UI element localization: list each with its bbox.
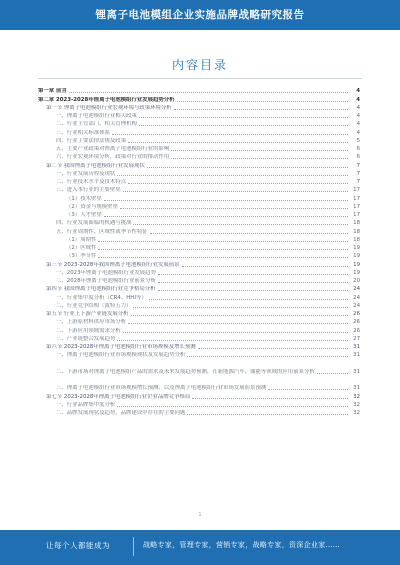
toc-entry-page: 4	[356, 121, 360, 128]
toc-leader-dots	[98, 257, 348, 258]
toc-entry-page: 17	[353, 187, 360, 194]
toc-leader-dots	[128, 183, 348, 184]
toc-entry-page: 4	[356, 129, 360, 136]
toc-leader-dots	[104, 200, 348, 201]
toc-entry[interactable]	[38, 391, 360, 399]
toc-entry-page: 32	[353, 401, 360, 408]
toc-leader-dots	[112, 134, 348, 135]
toc-entry[interactable]	[38, 235, 360, 243]
toc-entry-title: 第一节 锂离子电池模组行业宏观环境与政策环境分析	[46, 104, 172, 111]
toc-entry[interactable]	[38, 177, 360, 185]
toc-entry[interactable]	[38, 103, 360, 111]
toc-entry-title: 第七节 2023-2028年锂离子电池模组行业企业品牌竞争格局	[46, 393, 191, 400]
toc-entry-page: 26	[353, 319, 360, 326]
toc-entry-page: 31	[353, 368, 360, 375]
toc-entry[interactable]	[38, 375, 360, 392]
toc-leader-dots	[139, 117, 348, 118]
page-number: 1	[198, 512, 202, 518]
toc-entry-title: 五、主要产业政策对锂离子电池模组行业的影响	[56, 146, 170, 152]
toc-leader-dots	[198, 348, 348, 349]
toc-leader-dots	[171, 150, 348, 151]
toc-entry-page: 19	[353, 253, 360, 260]
toc-leader-dots	[69, 92, 348, 93]
toc-entry[interactable]	[38, 243, 360, 251]
toc-entry-title: 三、行业相关标准体系	[56, 129, 110, 136]
toc-leader-dots	[158, 290, 348, 291]
toc-entry-page: 24	[353, 302, 360, 309]
toc-entry-title: 第三节 2023-2028年我国锂离子电池模组行业发展前景	[46, 261, 180, 268]
toc-entry[interactable]	[38, 144, 360, 152]
toc-entry-title: 二、品牌发展现状及趋势，品牌建设中存在的主要问题	[56, 410, 186, 416]
toc-entry-title: 第五节 行业上下游产业链发展分析	[46, 311, 129, 317]
toc-entry-page: 6	[356, 154, 360, 161]
toc-entry-title: 第六节 2023-2028年锂离子电池模组行业市场规模及增长预测	[46, 344, 196, 350]
toc-entry-title: 四、行业主要法律法规及政策	[56, 137, 127, 144]
toc-entry-title: 一、行业集中度分析（CR4、HHI等）	[56, 294, 147, 301]
toc-entry-page: 4	[356, 96, 360, 103]
toc-entry[interactable]	[38, 160, 360, 168]
toc-entry-title: 一、2023年锂离子电池模组行业发展趋势	[56, 269, 156, 276]
toc-entry-title: （1）周期性	[66, 236, 97, 243]
toc-entry[interactable]	[38, 86, 360, 94]
toc-leader-dots	[104, 216, 348, 217]
toc-entry-page: 5	[356, 137, 360, 144]
toc-entry-page: 19	[353, 269, 360, 276]
toc-entry-title: 第四节 我国锂离子电池模组行业竞争格局分析	[46, 286, 156, 293]
toc-entry-title: 二、行业主管部门、相关管理机构	[56, 121, 137, 128]
toc-entry-page: 27	[353, 335, 360, 342]
footer-slogan: 让每个人都能成为	[46, 541, 110, 550]
toc-leader-dots	[187, 356, 348, 357]
toc-entry[interactable]	[38, 358, 360, 375]
toc-entry[interactable]	[38, 193, 360, 201]
toc-entry[interactable]	[38, 325, 360, 333]
toc-entry-page: 18	[353, 236, 360, 243]
toc-entry[interactable]	[38, 119, 360, 127]
toc-leader-dots	[98, 241, 348, 242]
toc-leader-dots	[133, 307, 348, 308]
header-bar	[0, 0, 400, 30]
footer-divider	[133, 537, 134, 556]
toc-entry-page: 17	[353, 212, 360, 218]
toc-entry[interactable]	[38, 276, 360, 284]
toc-entry-title: （2）资金与规模壁垒	[66, 203, 118, 210]
toc-entry-page: 31	[353, 385, 360, 392]
toc-entry[interactable]	[38, 152, 360, 160]
toc-entry-page: 24	[353, 294, 360, 301]
toc-entry-page: 18	[353, 220, 360, 227]
toc-entry-page: 7	[356, 170, 360, 177]
toc-entry[interactable]	[38, 111, 360, 119]
toc-entry-page: 6	[356, 146, 360, 152]
toc-heading: 内容目录	[171, 58, 228, 72]
toc-leader-dots	[133, 224, 348, 225]
toc-leader-dots	[149, 299, 348, 300]
toc-leader-dots	[139, 125, 348, 126]
toc-entry[interactable]	[38, 169, 360, 177]
toc-entry-title: 三、产业链整合发展趋势	[56, 335, 116, 342]
toc-entry[interactable]	[38, 284, 360, 292]
toc-leader-dots	[117, 406, 348, 407]
toc-entry[interactable]	[38, 136, 360, 144]
toc-entry-title: 六、行业宏观环境分析，政策对行业的推动作用	[56, 154, 170, 161]
toc-leader-dots	[158, 282, 348, 283]
toc-entry-title: （3）人才壁垒	[66, 212, 102, 218]
toc-entry-title: 二、2028年锂离子电池模组行业前景分析	[56, 278, 156, 284]
toc-entry-page: 26	[353, 327, 360, 334]
toc-entry-title: 一、锂离子电池模组行业相关政策	[56, 113, 137, 119]
toc-leader-dots	[117, 340, 348, 341]
toc-entry-title: 三、进入本行业的主要壁垒	[56, 187, 121, 194]
toc-entry-page: 31	[353, 352, 360, 359]
table-of-contents	[38, 86, 360, 416]
toc-leader-dots	[117, 175, 348, 176]
toc-entry[interactable]	[38, 226, 360, 234]
footer-roles: 战略专家，管理专家，营销专家，战略专家，资深企业家……	[143, 541, 341, 549]
toc-entry-title: 三、锂离子电池模组行业市场规模增长预测，以及锂离子电池模组行业市场发展前景预测	[56, 385, 267, 392]
toc-entry-title: 第二节 我国锂离子电池模组行业发展现状	[46, 162, 145, 169]
toc-leader-dots	[150, 233, 348, 234]
toc-entry-title: 二、行业竞争结构（波特五力）	[56, 302, 132, 309]
toc-entry-title: 四、行业发展面临的机遇与挑战	[56, 220, 132, 227]
toc-leader-dots	[147, 167, 348, 168]
heading-divider	[38, 78, 362, 79]
toc-leader-dots	[158, 274, 348, 275]
toc-leader-dots	[98, 249, 348, 250]
toc-entry-title: 五、行业周期性、区域性或季节性特征	[56, 228, 148, 235]
toc-leader-dots	[182, 266, 348, 267]
toc-entry-title: 二、下游应用领域需求分析	[56, 327, 121, 334]
toc-entry-page: 19	[353, 261, 360, 268]
toc-entry-page: 4	[356, 104, 360, 111]
toc-leader-dots	[177, 101, 348, 102]
toc-entry-page: 7	[356, 179, 360, 185]
toc-entry-page: 17	[353, 195, 360, 202]
toc-entry[interactable]	[38, 202, 360, 210]
toc-entry-title: 第二章 2023-2028年锂离子电池模组行业发展趋势分析	[38, 96, 175, 103]
toc-leader-dots	[171, 158, 348, 159]
toc-entry[interactable]	[38, 94, 360, 102]
toc-entry[interactable]	[38, 334, 360, 342]
toc-entry[interactable]	[38, 268, 360, 276]
toc-entry-page: 17	[353, 203, 360, 210]
toc-entry-page: 7	[356, 162, 360, 169]
toc-entry-title: （2）区域性	[66, 245, 97, 251]
toc-leader-dots	[128, 323, 348, 324]
toc-entry-title: （1）技术壁垒	[66, 195, 102, 202]
toc-leader-dots	[317, 373, 348, 374]
toc-entry-title: 二、下游市场对锂离子电池模组产品的需求及未来发展趋势预测，在新能源汽车、储能等领域的应用前景分析	[56, 368, 315, 375]
toc-entry-title: （3）季节性	[66, 253, 97, 260]
toc-entry-title: 一、上游原材料供应市场分析	[56, 319, 127, 326]
toc-leader-dots	[123, 332, 348, 333]
toc-entry-title: 二、行业技术水平及技术特点	[56, 179, 127, 185]
toc-entry[interactable]	[38, 301, 360, 309]
toc-entry[interactable]	[38, 400, 360, 408]
toc-entry-page: 18	[353, 228, 360, 235]
toc-entry-page: 4	[356, 88, 360, 95]
toc-entry[interactable]	[38, 292, 360, 300]
toc-entry[interactable]	[38, 210, 360, 218]
report-title: 锂离子电池模组企业实施品牌战略研究报告	[95, 9, 305, 21]
toc-entry[interactable]	[38, 251, 360, 259]
toc-entry[interactable]	[38, 218, 360, 226]
toc-leader-dots	[128, 142, 348, 143]
toc-entry[interactable]	[38, 342, 360, 350]
toc-entry[interactable]	[38, 317, 360, 325]
toc-entry-title: 第一章 前言	[38, 88, 67, 95]
toc-entry-page: 4	[356, 113, 360, 119]
toc-entry[interactable]	[38, 185, 360, 193]
toc-leader-dots	[131, 315, 348, 316]
toc-entry-page: 20	[353, 278, 360, 284]
toc-entry-page: 32	[353, 410, 360, 416]
toc-entry-title: 一、行业发展历程及现状	[56, 170, 116, 177]
toc-entry-page: 24	[353, 286, 360, 293]
toc-entry-page: 31	[353, 344, 360, 350]
toc-leader-dots	[120, 208, 348, 209]
toc-leader-dots	[174, 109, 348, 110]
toc-entry[interactable]	[38, 350, 360, 358]
toc-leader-dots	[268, 389, 348, 390]
toc-leader-dots	[187, 414, 348, 415]
toc-leader-dots	[123, 191, 348, 192]
toc-leader-dots	[192, 398, 348, 399]
toc-entry-title: 一、行业品牌集中度分析	[56, 401, 116, 408]
toc-entry-page: 32	[353, 393, 360, 400]
toc-entry[interactable]	[38, 127, 360, 135]
toc-entry-page: 26	[353, 311, 360, 317]
toc-entry[interactable]	[38, 309, 360, 317]
toc-entry-page: 19	[353, 245, 360, 251]
toc-entry[interactable]	[38, 408, 360, 416]
toc-entry-title: 一、锂离子电池模组行业市场规模现状及发展趋势分析	[56, 352, 186, 359]
toc-entry[interactable]	[38, 259, 360, 267]
